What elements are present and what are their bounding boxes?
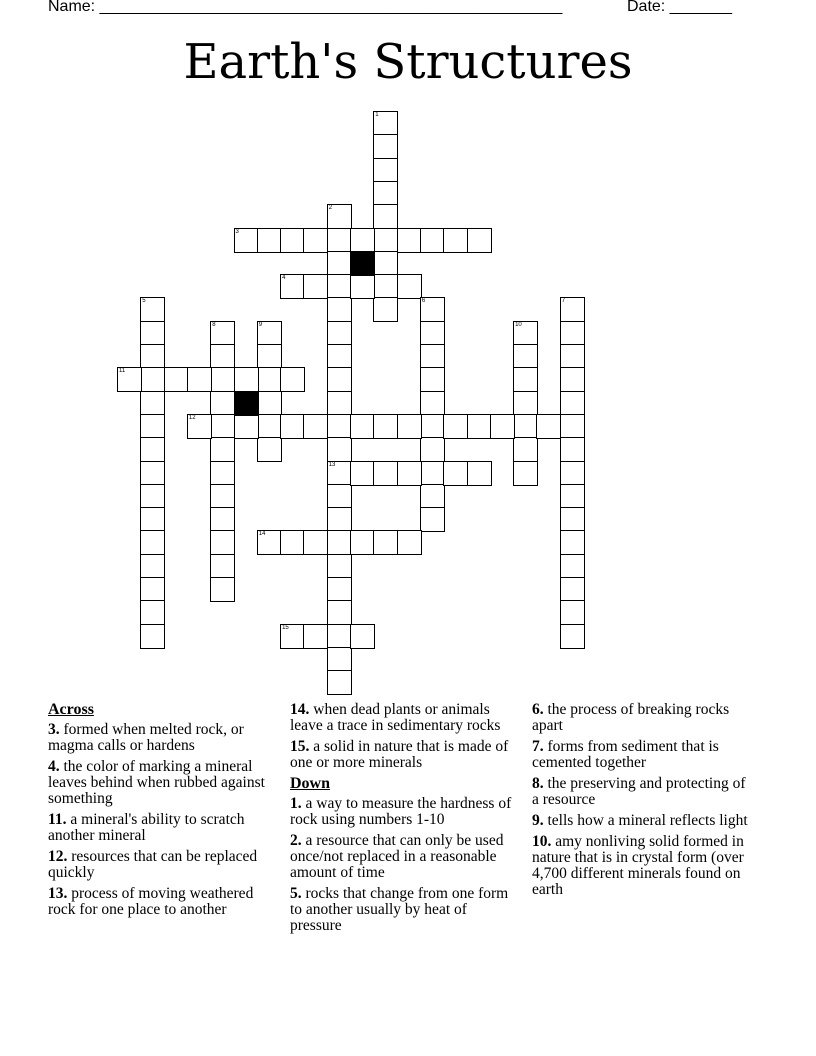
crossword-cell[interactable] [420,437,445,462]
crossword-cell[interactable] [140,530,165,555]
crossword-cell[interactable] [327,530,352,555]
crossword-cell[interactable] [420,414,445,439]
crossword-cell[interactable] [373,134,398,159]
clue-number: 9 [258,321,263,328]
crossword-cell[interactable] [327,484,352,509]
crossword-cell[interactable] [210,321,235,346]
crossword-cell[interactable] [350,530,375,555]
crossword-cell[interactable] [234,367,259,392]
crossword-cell[interactable] [513,367,538,392]
crossword-cell[interactable] [560,321,585,346]
crossword-cell[interactable] [140,484,165,509]
crossword-cell[interactable] [560,344,585,369]
crossword-cell[interactable] [303,414,328,439]
crossword-cell[interactable] [303,624,328,649]
crossword-cell[interactable] [350,228,375,253]
crossword-cell[interactable] [140,507,165,532]
date-label: Date: [627,0,666,15]
crossword-cell[interactable] [327,624,352,649]
crossword-cell[interactable] [257,437,282,462]
crossword-cell[interactable] [420,297,445,322]
clue-number: 4 [282,275,286,282]
crossword-cell[interactable] [117,367,142,392]
crossword-cell[interactable] [140,554,165,579]
crossword-cell[interactable] [280,367,305,392]
crossword-cell[interactable] [373,414,398,439]
crossword-cell[interactable] [327,297,352,322]
down-heading: Down [290,775,331,792]
down-clue: 9. tells how a mineral reflects light [532,812,748,829]
crossword-cell[interactable] [327,577,352,602]
crossword-cell[interactable] [327,367,352,392]
crossword-cell[interactable] [560,484,585,509]
clue-number: 11 [119,368,126,375]
crossword-cell[interactable] [140,437,165,462]
crossword-cell[interactable] [257,228,282,253]
crossword-cell[interactable] [443,414,468,439]
clue-number: 1 [375,112,379,118]
crossword-cell[interactable] [327,507,352,532]
crossword-cell[interactable] [210,484,235,509]
crossword-cell[interactable] [560,414,585,439]
clue-number: 13 [328,461,336,468]
crossword-cell[interactable] [187,414,212,439]
clue-number: 7 [561,298,566,305]
crossword-cell[interactable] [234,414,259,439]
crossword-cell[interactable] [257,344,282,369]
crossword-cell[interactable] [420,391,445,416]
across-clue: 15. a solid in nature that is made of one or more minerals [290,738,509,771]
crossword-cell[interactable] [327,437,352,462]
crossword-cell[interactable] [467,414,492,439]
crossword-cell[interactable] [210,577,235,602]
crossword-cell[interactable] [210,391,235,416]
down-clue: 2. a resource that can only be used once/not replaced in a reasonable amount of time [290,832,504,881]
crossword-cell[interactable] [350,461,375,486]
crossword-cell[interactable] [350,414,375,439]
crossword-cell[interactable] [257,530,282,555]
crossword-cell[interactable] [420,367,445,392]
crossword-cell[interactable] [373,297,398,322]
clue-number: 2 [328,205,333,212]
crossword-cell[interactable] [280,274,305,299]
crossword-cell[interactable] [140,297,165,322]
crossword-cell[interactable] [350,624,375,649]
crossword-cell[interactable] [327,344,352,369]
crossword-cell[interactable] [373,251,398,276]
crossword-cell[interactable] [397,414,422,439]
clue-number: 8 [212,321,216,328]
name-blank[interactable]: ____________________________________________________ [99,0,563,15]
name-label: Name: [48,0,96,15]
crossword-cell[interactable] [303,530,328,555]
crossword-cell[interactable] [536,414,561,439]
crossword-cell[interactable] [397,530,422,555]
crossword-cell[interactable] [560,437,585,462]
crossword-cell[interactable] [560,367,585,392]
clue-number: 15 [282,624,289,631]
crossword-cell[interactable] [513,321,538,346]
crossword-cell[interactable] [140,391,165,416]
crossword-cell[interactable] [397,461,422,486]
crossword-cell[interactable] [303,274,328,299]
crossword-cell[interactable] [327,251,352,276]
crossword-cell[interactable] [560,554,585,579]
crossword-cell[interactable] [397,228,422,253]
crossword-cell[interactable] [373,530,398,555]
crossword-cell[interactable] [327,204,352,229]
crossword-cell[interactable] [420,484,445,509]
clue-number: 10 [515,321,522,328]
crossword-cell[interactable] [257,391,282,416]
crossword-cell[interactable] [443,461,468,486]
crossword-cell[interactable] [257,321,282,346]
crossword-cell[interactable] [373,228,398,253]
crossword-cell[interactable] [373,204,398,229]
crossword-cell[interactable] [420,507,445,532]
crossword-cell[interactable] [327,414,352,439]
clue-number: 6 [421,298,426,305]
crossword-cell[interactable] [140,577,165,602]
crossword-cell[interactable] [210,437,235,462]
date-line[interactable] [627,0,732,16]
crossword-cell[interactable] [210,554,235,579]
crossword-cell[interactable] [280,530,305,555]
across-clue: 12. resources that can be replaced quickly [48,848,258,881]
clue-number: 5 [142,298,146,305]
crossword-cell[interactable] [513,391,538,416]
across-clue: 14. when dead plants or animals leave a trace in sedimentary rocks [290,701,501,734]
crossword-cell[interactable] [187,367,212,392]
crossword-cell[interactable] [467,228,492,253]
crossword-cell[interactable] [327,600,352,625]
crossword-cell[interactable] [373,181,398,206]
crossword-cell[interactable] [140,624,165,649]
page-title: Earth's Structures [183,34,633,90]
crossword-cell[interactable] [560,600,585,625]
crossword-cell[interactable] [210,367,235,392]
name-line[interactable] [48,0,562,16]
crossword-cell[interactable] [140,461,165,486]
crossword-cell[interactable] [164,367,189,392]
down-clue: 5. rocks that change from one form to another usually by heat of pressure [290,885,509,934]
crossword-cell[interactable] [257,367,282,392]
crossword-cell[interactable] [210,414,235,439]
crossword-cell[interactable] [467,461,492,486]
crossword-cell[interactable] [327,321,352,346]
down-clue: 7. forms from sediment that is cemented together [532,738,719,771]
crossword-cell[interactable] [560,577,585,602]
crossword-cell[interactable] [280,228,305,253]
crossword-cell[interactable] [560,507,585,532]
across-clue: 3. formed when melted rock, or magma calls or hardens [48,721,244,754]
crossword-cell[interactable] [280,624,305,649]
down-clue: 8. the preserving and protecting of a resource [532,775,746,808]
crossword-cell[interactable] [140,367,165,392]
down-clue: 10. amy nonliving solid formed in nature that is in crystal form (over 4,700 different minerals found on earth [532,833,744,898]
crossword-black-cell [234,391,259,416]
crossword-cell[interactable] [513,344,538,369]
crossword-cell[interactable] [257,414,282,439]
clue-number: 14 [258,531,266,538]
crossword-cell[interactable] [373,158,398,183]
across-clue: 4. the color of marking a mineral leaves behind when rubbed against something [48,758,265,807]
across-clue: 11. a mineral's ability to scratch another mineral [48,811,245,844]
crossword-cell[interactable] [420,321,445,346]
clues-column-1 [48,702,280,923]
across-heading: Across [48,701,94,718]
crossword-cell[interactable] [327,554,352,579]
crossword-cell[interactable] [140,344,165,369]
crossword-cell[interactable] [420,461,445,486]
crossword-cell[interactable] [350,274,375,299]
crossword-cell[interactable] [513,461,538,486]
date-blank[interactable]: _______ [669,0,732,15]
crossword-cell[interactable] [303,228,328,253]
crossword-cell[interactable] [140,600,165,625]
crossword-cell[interactable] [443,228,468,253]
crossword-cell[interactable] [210,461,235,486]
crossword-cell[interactable] [327,391,352,416]
crossword-cell[interactable] [210,507,235,532]
crossword-black-cell [350,251,375,276]
clues-column-2 [290,702,518,939]
crossword-cell[interactable] [327,647,352,672]
crossword-cell[interactable] [490,414,515,439]
down-clue: 6. the process of breaking rocks apart [532,701,730,734]
crossword-cell[interactable] [373,461,398,486]
across-clue: 13. process of moving weathered rock for one place to another [48,885,254,918]
crossword-cell[interactable] [234,228,259,253]
crossword-cell[interactable] [420,344,445,369]
crossword-cell[interactable] [327,461,352,486]
clue-number: 3 [235,228,239,235]
crossword-cell[interactable] [513,414,538,439]
crossword-cell[interactable] [560,461,585,486]
crossword-cell[interactable] [210,344,235,369]
crossword-cell[interactable] [327,274,352,299]
crossword-cell[interactable] [560,530,585,555]
clue-number: 12 [188,414,196,421]
crossword-cell[interactable] [327,670,352,695]
clues-column-3 [532,702,748,903]
crossword-cell[interactable] [140,414,165,439]
crossword-cell[interactable] [210,530,235,555]
down-clue: 1. a way to measure the hardness of rock using numbers 1-10 [290,795,512,828]
crossword-cell[interactable] [420,228,445,253]
crossword-cell[interactable] [373,274,398,299]
crossword-cell[interactable] [513,437,538,462]
crossword-cell[interactable] [373,111,398,136]
crossword-cell[interactable] [280,414,305,439]
crossword-cell[interactable] [327,228,352,253]
crossword-cell[interactable] [140,321,165,346]
crossword-cell[interactable] [397,274,422,299]
crossword-cell[interactable] [560,297,585,322]
crossword-cell[interactable] [560,391,585,416]
crossword-cell[interactable] [560,624,585,649]
